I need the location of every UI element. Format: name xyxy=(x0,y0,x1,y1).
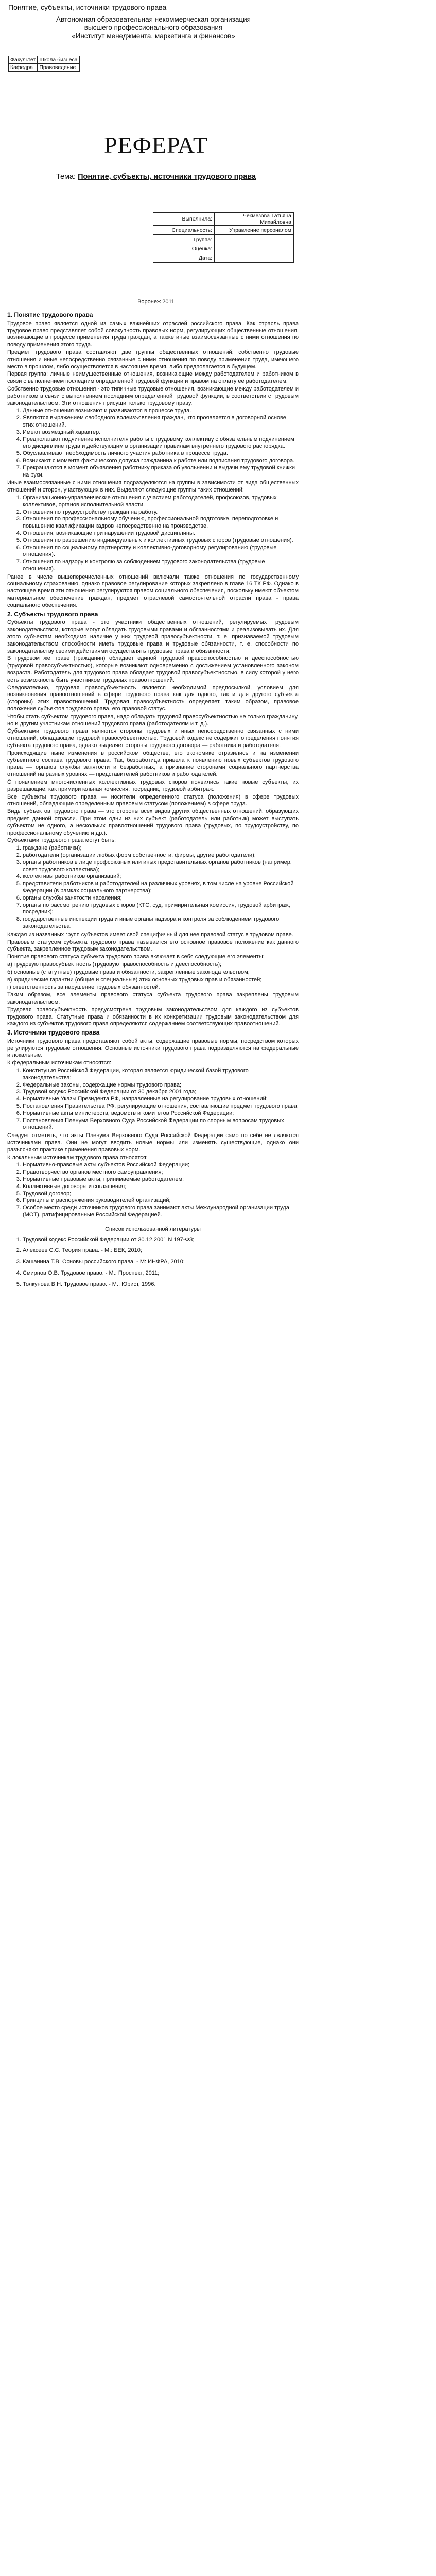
paragraph: Первая группа: личные неимущественные отношения, возникающие между работодателем и работником в связи с выполнением последним определенной трудовой функции и правом на оплату её работодателем. xyxy=(7,371,299,385)
element-item: а) трудовую правосубъектность (трудовую правоспособность и дееспособность); xyxy=(7,961,222,968)
list-item: 7. Отношения по надзору и контролю за соблюдением трудового законодательства (трудовые отношения). xyxy=(23,558,299,573)
faculty-row xyxy=(9,56,80,64)
bibliography-item: 3. Кашанина Т.В. Основы российского права. - М: ИНФРА, 2010; xyxy=(23,1259,299,1266)
list-item: 6. Принципы и распоряжения руководителей организаций; xyxy=(23,1197,299,1205)
org-line: высшего профессионального образования xyxy=(84,24,223,31)
list-item: 7. Прекращаются в момент объявления работнику приказа об увольнении и выдачи ему трудовой книжки на руки. xyxy=(23,465,299,479)
org-line: Автономная образовательная некоммерческая организация xyxy=(56,15,251,23)
paragraph: Субъектами трудового права могут быть: xyxy=(7,837,116,844)
list-item: 7. органы по рассмотрению трудовых споров (КТС, суд, примирительная комиссия, трудовой арбитраж, посредник); xyxy=(23,902,299,917)
list-item: 3. Трудовой кодекс Российской Федерации от 30 декабря 2001 года; xyxy=(23,1089,299,1096)
author-key: Выполнила: xyxy=(153,213,215,226)
list-item: 2. работодатели (организации любых форм собственности, фирмы, другие работодатели); xyxy=(23,852,299,859)
date-value xyxy=(215,253,294,263)
list-item: 2. Являются выражением свободного волеизъявления граждан, что проявляется в договорной основе этих отношений. xyxy=(23,415,299,429)
list-item: 3. Имеют возмездный характер. xyxy=(23,429,299,436)
faculty-table xyxy=(8,56,80,72)
grade-value xyxy=(215,244,294,253)
grade-key: Оценка: xyxy=(153,244,215,253)
essay-body xyxy=(7,310,299,1293)
group-value xyxy=(215,235,294,244)
list-item: 5. Отношения по разрешению индивидуальных и коллективных трудовых споров (трудовые отношения). xyxy=(23,537,299,545)
topic-line xyxy=(0,173,312,181)
paragraph: С появлением многочисленных коллективных трудовых споров появились такие новые субъекты, их разрешающие, как примирительная комиссия, посредник, трудовой арбитраж. xyxy=(7,779,299,792)
list-item: 5. Трудовой договор; xyxy=(23,1191,299,1198)
specialty-key: Специальность: xyxy=(153,226,215,235)
list-item: 1. граждане (работники); xyxy=(23,845,299,852)
faculty-label: Факультет xyxy=(9,56,38,64)
department-value: Правоведение xyxy=(38,64,79,72)
paragraph: Происходящие ныне изменения в российском обществе, его экономике отразились и на изменении субъектного состава трудового права. Так, безработица привела к появлению новых субъектов трудового права — органов службы занятости и безработных, а признание сторонами социального партнерства отношений на разных уровнях — представителей работников и работодателей. xyxy=(7,750,299,778)
list-item: 1. Данные отношения возникают и развиваются в процессе труда. xyxy=(23,408,299,415)
faculty-value: Школа бизнеса xyxy=(38,56,79,64)
city-year: Воронеж 2011 xyxy=(137,299,175,305)
document-type-heading: РЕФЕРАТ xyxy=(103,132,208,158)
paragraph: Понятие правового статуса субъекта трудового права включает в себя следующие его элементы: xyxy=(7,954,265,960)
list-item: 5. представители работников и работодателей на различных уровнях, в том числе на уровне Российской Федерации (в рамках социального партнерства); xyxy=(23,880,299,895)
paragraph: Трудовая правосубъектность предусмотрена трудовым законодательством для каждого из субъектов трудового права. Статутные права и обязанности в их конкретизации трудовым законодательством для каждого из субъектов трудового права определяются содержанием соответствующих правоотношений. xyxy=(7,1006,299,1027)
numbered-list xyxy=(7,845,299,930)
paragraph: Правовым статусом субъекта трудового права называется его основное правовое положение как данного субъекта, закрепленное трудовым законодательством. xyxy=(7,939,299,953)
list-item: 3. Нормативные правовые акты, принимаемые работодателем; xyxy=(23,1176,299,1183)
element-item: г) ответственность за нарушение трудовых обязанностей. xyxy=(7,984,160,991)
document-header-title: Понятие, субъекты, источники трудового права xyxy=(8,3,167,11)
bibliography-item: 5. Толкунова В.Н. Трудовое право. - М.: Юрист, 1996. xyxy=(23,1281,299,1289)
paragraph: Следовательно, трудовая правосубъектность является необходимой предпосылкой, условием для возникновения правоотношений в сфере трудового права как для одного, так и для другого субъекта (стороны) этих правоотношений. Трудовая правосубъектность определяет, таким образом, правовое положение субъектов трудового права, его правовой статус. xyxy=(7,684,299,713)
paragraph: Собственно трудовые отношения - это типичные трудовые отношения, возникающие между работодателем и работником в связи с выполнением последним определенной трудовой функции, в соответствии с трудовым законодательством. Эти отношения присущи только трудовому праву. xyxy=(7,385,299,406)
list-item: 6. Отношения по социальному партнерству и коллективно-договорному регулированию (трудовые отношения). xyxy=(23,545,299,559)
paragraph: Виды субъектов трудового права — это стороны всех видов других общественных отношений, образующих предмет данной отрасли. При этом одни из них субъект (работодатель или работник) может выступать субъектом не одного, а нескольких правоотношений трудового права (трудовых, по трудоустройству, по профессиональному обучению и др.). xyxy=(7,808,299,836)
list-item: 7. Постановления Пленума Верховного Суда Российской Федерации по спорным вопросам трудовых отношений. xyxy=(23,1117,299,1132)
specialty-value: Управление персоналом xyxy=(215,226,294,235)
group-key: Группа: xyxy=(153,235,215,244)
list-item: 2. Правотворчество органов местного самоуправления; xyxy=(23,1169,299,1176)
bibliography-item: 4. Смирнов О.В. Трудовое право. - М.: Проспект, 2011; xyxy=(23,1270,299,1277)
org-line: «Институт менеджмента, маркетинга и финансов» xyxy=(72,32,235,40)
list-item: 2. Федеральные законы, содержащие нормы трудового права; xyxy=(23,1082,299,1089)
list-item: 6. Нормативные акты министерств, ведомств и комитетов Российской Федерации; xyxy=(23,1110,299,1117)
list-item: 1. Организационно-управленческие отношения с участием работодателей, профсоюзов, трудовых коллективов, органов исполнительной власти. xyxy=(23,495,299,509)
section-heading: 1. Понятие трудового права xyxy=(7,311,93,318)
element-item: в) юридические гарантии (общие и специальные) этих основных трудовых прав и обязанностей; xyxy=(7,976,262,983)
paragraph: Источники трудового права представляют собой акты, содержащие правовые нормы, посредством которых регулируются трудовые отношения. Основные источники трудового права подразделяются на федеральные и локальные. xyxy=(7,1038,299,1059)
list-item: 4. Отношения, возникающие при нарушении трудовой дисциплины. xyxy=(23,530,299,537)
paragraph: Все субъекты трудового права — носители определенного статуса (положения) в сфере трудовых отношений, обладающие определенным правовым статусом (положением) в сфере труда. xyxy=(7,793,299,807)
paragraph: Таким образом, все элементы правового статуса субъекта трудового права закреплены трудовым законодательством. xyxy=(7,992,299,1005)
section-heading: 2. Субъекты трудового права xyxy=(7,610,98,618)
list-item: 2. Отношения по трудоустройству граждан на работу. xyxy=(23,509,299,516)
list-item: 4. Нормативные Указы Президента РФ, направленные на регулирование трудовых отношений; xyxy=(23,1096,299,1103)
organization-name xyxy=(9,15,298,40)
list-item: 1. Нормативно-правовые акты субъектов Российской Федерации; xyxy=(23,1162,299,1169)
list-item: 4. Коллективные договоры и соглашения; xyxy=(23,1183,299,1191)
list-item: 7. Особое место среди источников трудового права занимают акты Международной организации труда (МОТ), ратифицированные Российской Федерацией. xyxy=(23,1205,299,1219)
list-item: 5. Обуславливают необходимость личного участия работника в процессе труда. xyxy=(23,450,299,457)
paragraph: Ранее в числе вышеперечисленных отношений включали также отношения по государственному социальному страхованию, однако правовое регулирование которых закреплено в главе 16 ТК РФ. Однако в настоящее время эти отношения регулируются правом социального обеспечения, поскольку имеют объектом материальное обеспечение граждан, предмет отраслевой самостоятельной отрасли права - права социального обеспечения. xyxy=(7,573,299,608)
bibliography-title: Список использованной литературы xyxy=(105,1226,201,1232)
paragraph: Иные взаимосвязанные с ними отношения подразделяются на группы в зависимости от вида общественных отношений и сторон, участвующих в них. Выделяют следующие группы таких отношений: xyxy=(7,480,299,494)
paragraph: К локальным источникам трудового права относятся: xyxy=(7,1154,148,1161)
list-item: 6. Возникают с момента фактического допуска гражданина к работе или подписания трудового договора. xyxy=(23,457,299,465)
paragraph: Субъектами трудового права являются стороны трудовых и иных непосредственно связанных с ними отношений, обладающие трудовой правосубъектностью. Трудовой кодекс не содержит определения понятия субъекта трудового права, однако выделяет стороны трудового договора — работника и работодателя. xyxy=(7,728,299,749)
list-item: 1. Конституция Российской Федерации, которая является юридической базой трудового законодательства; xyxy=(23,1067,299,1082)
list-item: 5. Постановления Правительства РФ, регулирующие отношения, составляющие предмет трудового права; xyxy=(23,1103,299,1110)
paragraph: В трудовом же праве (гражданин) обладает единой трудовой правоспособностью и дееспособностью (трудовой правосубъектностью), которые возникают одновременно с достижением установленного законом возраста. Работодатель для трудового права обладает трудовой правосубъектностью, в силу которой у него есть возможность быть участником трудовых правоотношений. xyxy=(7,655,299,683)
bibliography-item: 1. Трудовой кодекс Российской Федерации от 30.12.2001 N 197-ФЗ; xyxy=(23,1236,299,1244)
paragraph: Чтобы стать субъектом трудового права, надо обладать трудовой правосубъектностью не только гражданину, но и другим участникам отношений трудового права (работодателям и т. д.). xyxy=(7,713,299,727)
paragraph: Трудовое право является одной из самых важнейших отраслей российского права. Как отрасль права трудовое право представляет собой совокупность правовых норм, регулирующих общественные отношения, возникающие в процессе применения труда граждан, а также иные взаимосвязанные с ними отношения по поводу применения этого труда. xyxy=(7,320,299,348)
list-item: 3. Отношения по профессиональному обучению, профессиональной подготовке, переподготовке и повышению квалификации кадров непосредственно на производстве. xyxy=(23,516,299,530)
topic-prefix: Тема: xyxy=(56,173,76,181)
bibliography-item: 2. Алексеев С.С. Теория права. - М.: БЕК, 2010; xyxy=(23,1247,299,1255)
department-label: Кафедра xyxy=(9,64,38,72)
element-item: б) основные (статутные) трудовые права и обязанности, закрепленные законодательством; xyxy=(7,969,250,975)
paragraph: К федеральным источникам относятся: xyxy=(7,1060,112,1066)
paragraph: Субъекты трудового права - это участники общественных отношений, регулируемых трудовым законодательством, которые могут обладать трудовыми правами и обязанностями и реализовывать их. Для этого субъектам необходимо наличие у них трудовой правосубъектности, т. е. признаваемой трудовым законодательством способности иметь трудовые права и трудовые обязанности, т. е. способности по законодательству своими действиями осуществлять трудовые права и обязанности. xyxy=(7,619,299,654)
date-key: Дата: xyxy=(153,253,215,263)
author-info-table xyxy=(153,212,294,263)
list-item: 4. коллективы работников организаций; xyxy=(23,873,299,880)
topic-title: Понятие, субъекты, источники трудового права xyxy=(78,173,256,181)
list-item: 4. Предполагают подчинение исполнителя работы с трудовому коллективу с обязательным подчинением его дисциплине труда и действующим в организации правилам внутреннего трудового распорядка. xyxy=(23,436,299,451)
paragraph: Предмет трудового права составляют две группы общественных отношений: собственно трудовые отношения и иные непосредственно связанные с ними отношения по поводу применения труда, имеющего место в прошлом, либо осуществляется в настоящее время, либо предполагается в будущем. xyxy=(7,349,299,370)
list-item: 8. государственные инспекции труда и иные органы надзора и контроля за соблюдением трудового законодательства. xyxy=(23,916,299,930)
bibliography-list xyxy=(7,1236,299,1289)
paragraph: Каждая из названных групп субъектов имеет свой специфичный для нее правовой статус в трудовом праве. xyxy=(7,931,293,938)
department-row xyxy=(9,64,80,72)
numbered-list xyxy=(7,408,299,479)
numbered-list xyxy=(7,1067,299,1131)
numbered-list xyxy=(7,495,299,573)
paragraph: Следует отметить, что акты Пленума Верховного Суда Российской Федерации само по себе не являются источниками права. Они не могут вводить новые нормы или изменять существующие, однако они разъясняют практике применения правовых норм. xyxy=(7,1132,299,1153)
numbered-list xyxy=(7,1162,299,1218)
list-item: 3. органы работников в лице профсоюзных или иных представительных органов работников (например, совет трудового коллектива); xyxy=(23,859,299,874)
list-item: 6. органы службы занятости населения; xyxy=(23,895,299,902)
section-heading: 3. Источники трудового права xyxy=(7,1029,100,1037)
author-value: Чекмезова Татьяна Михайловна xyxy=(215,213,294,226)
